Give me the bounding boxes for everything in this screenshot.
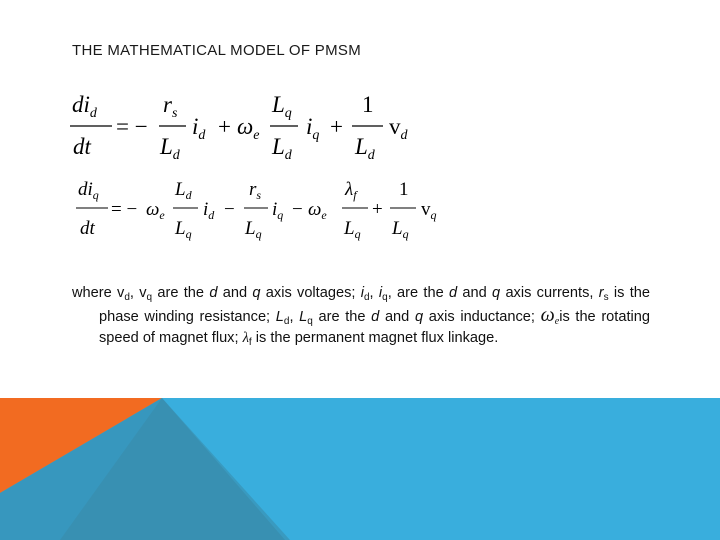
eq1-term3-denominator: $L_d$ — [355, 134, 375, 163]
eq2-term1-numerator: $L_d$ — [175, 179, 192, 202]
eq1-term1-variable: $i_d$ — [192, 114, 206, 143]
equation-d-axis — [60, 88, 480, 166]
eq2-lhs-numerator: $di_q$ — [78, 179, 99, 202]
eq1-term1-denominator: $L_d$ — [160, 134, 180, 163]
eq1-lhs-denominator: dt — [73, 134, 91, 159]
equation-q-axis — [74, 176, 474, 246]
eq2-term4-variable: $v_q$ — [421, 199, 437, 222]
eq1-omega: $\omega_e$ — [237, 114, 260, 143]
eq2-term2-variable: $i_q$ — [272, 199, 284, 222]
omega-symbol: ω — [540, 303, 555, 326]
eq2-term2-denominator: $L_q$ — [245, 218, 262, 241]
eq1-plus-2: + — [330, 114, 343, 139]
eq1-lhs-numerator: $di_d$ — [72, 92, 97, 121]
eq2-plus: + — [372, 199, 383, 220]
eq2-omega-2: $\omega_e$ — [308, 199, 327, 222]
eq2-term4-numerator: 1 — [399, 179, 409, 200]
eq1-term1-numerator: $r_s$ — [163, 92, 178, 121]
decorative-footer-band — [0, 398, 720, 540]
eq2-term1-variable: $i_d$ — [203, 199, 215, 222]
eq2-term3-numerator: $\lambda_f$ — [345, 179, 357, 202]
variable-description: where $v_d$, $v_q$ are the d and q axis voltages; $i_d$, $i_q$, are the d and q axis currents, $r_s$ is the phase winding resistance; $L_d$, $L_q$ are the d and q axis inductance; $\omega_eis$ the rotating speed of magnet flux; $\lambda_f$ is the permanent magnet flux linkage. — [72, 285, 651, 348]
eq2-equals-minus: = − — [111, 199, 138, 220]
eq1-term2-numerator: $L_q$ — [272, 92, 292, 121]
eq1-equals-minus: = − — [116, 114, 148, 139]
eq1-term3-variable: $v_d$ — [389, 114, 408, 143]
eq1-term3-numerator: 1 — [362, 92, 374, 117]
eq2-omega-1: $\omega_e$ — [146, 199, 165, 222]
eq2-minus-1: − — [224, 199, 235, 220]
eq2-minus-2: − — [292, 199, 303, 220]
eq1-term2-variable: $i_q$ — [306, 114, 320, 143]
eq2-term4-denominator: $L_q$ — [392, 218, 409, 241]
slide-title: THE MATHEMATICAL MODEL OF PMSM — [72, 42, 362, 59]
lambda-symbol: λ — [242, 330, 249, 346]
eq2-term3-denominator: $L_q$ — [344, 218, 361, 241]
eq2-lhs-denominator: dt — [80, 218, 95, 239]
eq2-term2-numerator: $r_s$ — [249, 179, 262, 202]
eq1-plus-1: + — [218, 114, 231, 139]
eq2-term1-denominator: $L_q$ — [175, 218, 192, 241]
eq1-term2-denominator: $L_d$ — [272, 134, 292, 163]
